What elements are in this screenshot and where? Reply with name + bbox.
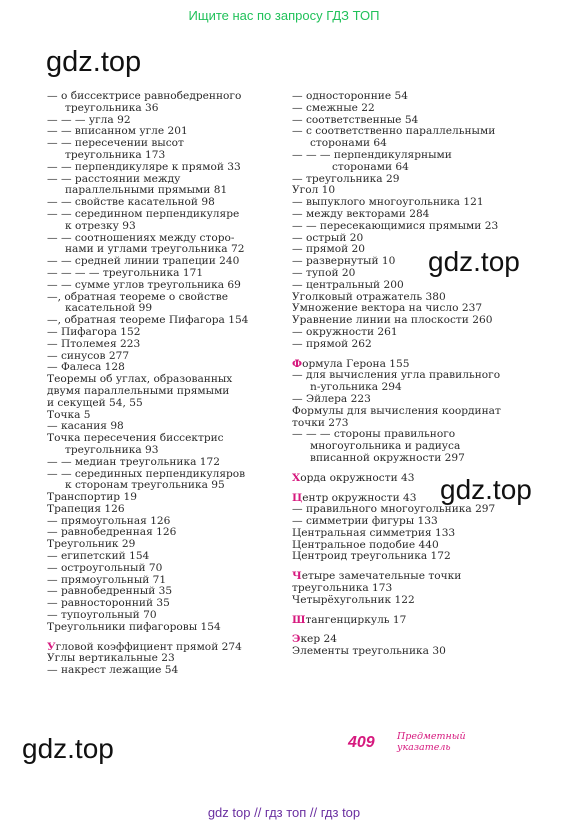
index-entry: Точка пересечения биссектрис (47, 432, 224, 445)
index-entry: к отрезку 93 (65, 219, 136, 232)
index-entry: — Пифагора 152 (47, 325, 141, 338)
index-entry: — Фалеса 128 (47, 361, 125, 374)
index-entry: Формула Герона 155 (292, 357, 410, 370)
index-entry: параллельными прямыми 81 (65, 184, 228, 197)
index-entry: — равносторонний 35 (47, 597, 170, 610)
index-entry: нами и углами треугольника 72 (65, 243, 245, 256)
index-entry: — остроугольный 70 (47, 561, 163, 574)
index-entry: — прямоугольная 126 (47, 514, 171, 527)
index-entry: — — серединном перпендикуляре (47, 207, 240, 220)
index-entry: — равнобедренная 126 (47, 526, 177, 539)
index-entry: Треугольник 29 (47, 538, 136, 551)
index-entry: Центр окружности 43 (292, 491, 417, 504)
index-entry: — прямой 262 (292, 337, 372, 350)
index-entry: Трапеция 126 (47, 502, 125, 515)
index-entry: — синусов 277 (47, 349, 130, 362)
index-entry: — односторонние 54 (292, 90, 408, 102)
index-entry: — острый 20 (292, 231, 364, 244)
index-entry: — — — — треугольника 171 (47, 266, 204, 279)
index-entry: — правильного многоугольника 297 (292, 503, 496, 516)
index-entry: Уголковый отражатель 380 (292, 290, 446, 303)
index-entry: Углы вертикальные 23 (47, 652, 175, 665)
index-entry: сторонами 64 (332, 160, 409, 173)
index-entry: — — соотношениях между сторо- (47, 231, 235, 244)
index-entry: точки 273 (292, 416, 349, 429)
index-entry: Четыре замечательные точки (292, 570, 462, 583)
section-label (397, 731, 466, 753)
index-entry: — смежные 22 (292, 101, 375, 114)
index-entry: — тупоугольный 70 (47, 609, 157, 622)
index-entry: — — расстоянии между (47, 172, 181, 185)
index-entry: и секущей 54, 55 (47, 396, 143, 409)
index-entry: Экер 24 (292, 633, 337, 646)
index-column-left (47, 91, 287, 677)
index-entry: —, обратная теореме Пифагора 154 (47, 314, 249, 327)
index-entry: Точка 5 (47, 408, 91, 421)
index-entry: — прямоугольный 71 (47, 573, 167, 586)
footer-links[interactable]: gdz top // гдз топ // гдз top (207, 805, 361, 820)
index-entry: к сторонам треугольника 95 (65, 479, 225, 492)
index-entry: Угловой коэффициент прямой 274 (47, 640, 242, 653)
index-entry: — — перпендикуляре к прямой 33 (47, 160, 241, 173)
index-entry: — — вписанном угле 201 (47, 125, 188, 138)
section-label-line: Предметный (397, 731, 466, 742)
index-entry: — тупой 20 (292, 266, 356, 279)
index-entry: — — пересечении высот (47, 137, 184, 150)
index-entry: — — — стороны правильного (292, 428, 456, 441)
index-entry: Центроид треугольника 172 (292, 550, 451, 563)
index-entry: Элементы треугольника 30 (292, 645, 446, 658)
index-entry: — прямой 20 (292, 243, 366, 256)
index-entry: — развернутый 10 (292, 255, 396, 268)
index-entry: сторонами 64 (310, 137, 387, 150)
index-entry: Формулы для вычисления координат (292, 404, 501, 417)
index-entry: треугольника 36 (65, 101, 159, 114)
index-entry: Теоремы об углах, образованных (47, 373, 233, 386)
index-entry: Штангенциркуль 17 (292, 613, 407, 626)
index-entry: — окружности 261 (292, 325, 398, 338)
index-entry: n-угольника 294 (310, 381, 402, 394)
index-entry: — для вычисления угла правильного (292, 369, 501, 382)
index-entry: — — медиан треугольника 172 (47, 455, 220, 468)
index-entry: Хорда окружности 43 (292, 471, 415, 484)
index-entry: — выпуклого многоугольника 121 (292, 196, 484, 209)
index-entry: вписанной окружности 297 (310, 451, 465, 464)
index-entry: — Эйлера 223 (292, 392, 371, 405)
index-entry: треугольника 173 (292, 582, 393, 595)
index-entry: — — серединных перпендикуляров (47, 467, 246, 480)
index-entry: Треугольники пифагоровы 154 (47, 620, 221, 633)
index-entry: Транспортир 19 (47, 491, 137, 504)
search-banner[interactable]: Ищите нас по запросу ГДЗ ТОП (188, 8, 380, 23)
index-entry: Умножение вектора на число 237 (292, 302, 483, 315)
index-entry: треугольника 173 (65, 148, 166, 161)
watermark: gdz.top (428, 246, 520, 277)
index-entry: многоугольника и радиуса (310, 440, 461, 453)
index-entry: — между векторами 284 (292, 207, 430, 220)
index-entry: — центральный 200 (292, 278, 404, 291)
index-entry: треугольника 93 (65, 443, 159, 456)
index-entry: — равнобедренный 35 (47, 585, 173, 598)
index-entry: — — — перпендикулярными (292, 148, 452, 161)
page-number: 409 (348, 734, 375, 751)
index-entry: — Птолемея 223 (47, 337, 141, 350)
index-entry: — — — угла 92 (47, 113, 131, 126)
watermark: gdz.top (46, 46, 142, 78)
watermark: gdz.top (22, 733, 114, 764)
index-entry: Уравнение линии на плоскости 260 (292, 314, 493, 327)
index-entry: — египетский 154 (47, 550, 150, 563)
index-entry: — с соответственно параллельными (292, 125, 496, 138)
index-entry: — треугольника 29 (292, 172, 400, 185)
index-entry: — накрест лежащие 54 (47, 664, 179, 677)
index-entry: — — средней линии трапеции 240 (47, 255, 240, 268)
index-entry: Центральная симметрия 133 (292, 526, 456, 539)
index-entry: — симметрии фигуры 133 (292, 515, 438, 528)
index-entry: Угол 10 (292, 184, 336, 197)
index-column-right (292, 91, 552, 658)
section-label-line: указатель (397, 742, 451, 753)
index-entry: —, обратная теореме о свойстве (47, 290, 229, 303)
index-entry: — соответственные 54 (292, 113, 419, 126)
index-entry: — — пересекающимися прямыми 23 (292, 219, 499, 232)
index-entry: — — сумме углов треугольника 69 (47, 278, 241, 291)
index-entry: Четырёхугольник 122 (292, 593, 415, 606)
index-entry: Центральное подобие 440 (292, 538, 439, 551)
index-entry: двумя параллельными прямыми (47, 384, 230, 397)
index-entry: касательной 99 (65, 302, 153, 315)
watermark: gdz.top (440, 474, 532, 505)
index-entry: — о биссектрисе равнобедренного (47, 90, 242, 102)
index-entry: — касания 98 (47, 420, 124, 433)
index-entry: — — свойстве касательной 98 (47, 196, 215, 209)
